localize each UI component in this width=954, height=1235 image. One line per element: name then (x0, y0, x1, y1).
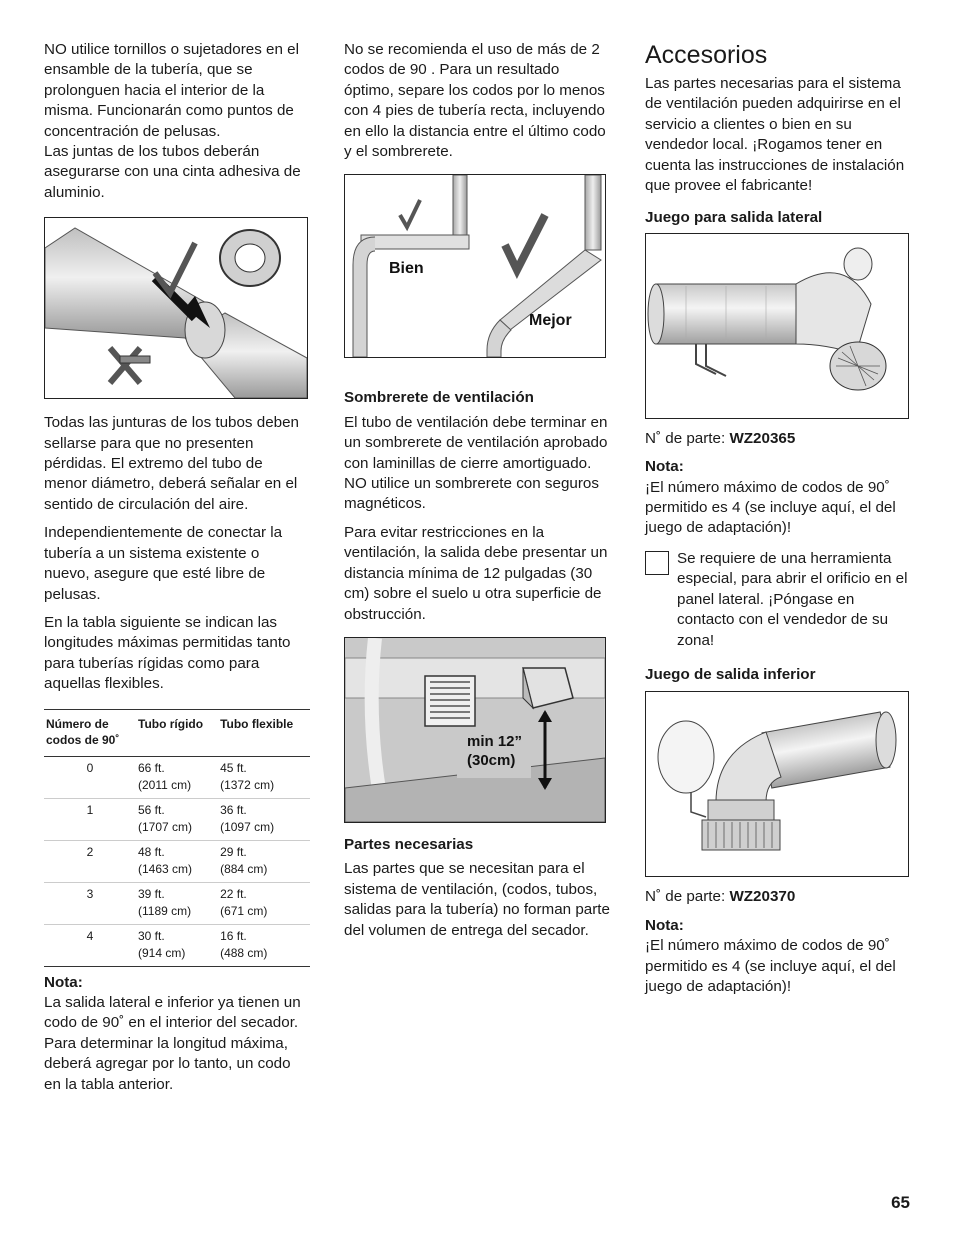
table-row (44, 756, 310, 798)
rigido-ft: 66 ft. (138, 760, 165, 775)
table-cell (44, 756, 136, 798)
table-cell (44, 840, 136, 882)
nota-label-lateral: Nota: (645, 458, 684, 476)
label-bien: Bien (389, 260, 424, 278)
table-cell (136, 798, 218, 840)
label-mejor: Mejor (529, 312, 572, 330)
inferior-kit-figure (645, 691, 909, 877)
flex-ft: 16 ft. (220, 928, 247, 943)
subhead-sombrerete: Sombrerete de ventilación (344, 389, 534, 407)
table-cell (218, 882, 310, 924)
nota-text-lateral: ¡El número máximo de codos de 90˚ permitido es 4 (se incluye aquí, el del juego de adaptación)! (645, 478, 896, 537)
table-row (44, 840, 310, 882)
part-number-inferior (645, 887, 915, 907)
elbow-comparison-figure (344, 174, 606, 358)
subhead-salida-inferior: Juego de salida inferior (645, 665, 816, 683)
table-header-flexible: Tubo flexible (218, 709, 310, 756)
column-right (645, 40, 915, 997)
paragraph-partes: Las partes que se necesitan para el sistema de ventilación, (codos, tubos, salidas para la tubería) no forman parte del volumen de entrega del secador. (344, 860, 610, 939)
table-row (44, 882, 310, 924)
table-cell (44, 924, 136, 966)
flex-ft: 36 ft. (220, 802, 247, 817)
page-number: 65 (891, 1193, 910, 1212)
table-cell (44, 798, 136, 840)
rigido-ft: 48 ft. (138, 844, 165, 859)
table-cell (136, 924, 218, 966)
part-label-lateral: N˚ de parte: (645, 429, 726, 447)
paragraph-elbows: No se recomienda el uso de más de 2 codos de 90 . Para un resultado óptimo, separe los codos por lo menos con 4 pies de tubería recta, incluyendo en ello la distancia entre el último codo y el sombrerete. (344, 41, 606, 161)
flex-ft: 22 ft. (220, 886, 247, 901)
table-cell (218, 924, 310, 966)
paragraph-table-intro: En la tabla siguiente se indican las longitudes máximas permitidas tanto para tuberías rígidas como para aquellas flexibles. (44, 613, 291, 693)
column-left (44, 40, 308, 1095)
rigido-ft: 39 ft. (138, 886, 165, 901)
flex-cm: (1372 cm) (220, 777, 275, 792)
lateral-kit-figure (645, 233, 909, 419)
paragraph-sombrerete: El tubo de ventilación debe terminar en un sombrerete de ventilación aprobado con laminillas de cierre amortiguado. NO utilice un sombrerete con seguros magnéticos. (344, 413, 608, 513)
table-cell (218, 798, 310, 840)
codos-cell: 4 (86, 928, 94, 943)
paragraph-accesorios: Las partes necesarias para el sistema de ventilación pueden adquirirse en el servicio a clientes o bien en su vendedor local. ¡Rogamos tener en cuenta las instrucciones de instalación que provee el fabricante! (645, 75, 905, 195)
table-header-rigido: Tubo rígido (136, 709, 218, 756)
rigido-cm: (2011 cm) (138, 777, 192, 792)
table-cell (136, 882, 218, 924)
paragraph-tape: Las juntas de los tubos deberán asegurarse con una cinta adhesiva de aluminio. (44, 143, 301, 201)
rigido-cm: (1707 cm) (138, 819, 193, 834)
paragraph-no-screws: NO utilice tornillos o sujetadores en el ensamble de la tubería, que se prolonguen hacia el interior de la misma. Funcionarán como puntos de concentración de pelusas. (44, 41, 299, 140)
tape-joint-figure (44, 217, 308, 399)
rigido-ft: 30 ft. (138, 928, 165, 943)
part-label-inferior: N˚ de parte: (645, 888, 726, 906)
flex-cm: (1097 cm) (220, 819, 275, 834)
column-middle (344, 40, 610, 941)
nota-text-inferior: ¡El número máximo de codos de 90˚ permitido es 4 (se incluye aquí, el del juego de adaptación)! (645, 937, 896, 995)
nota-label-inferior: Nota: (645, 916, 684, 934)
nota-text: La salida lateral e inferior ya tienen un codo de 90˚ en el interior del secador. Para determinar la longitud máxima, deberá agregar por lo tanto, un codo en la tabla anterior. (44, 993, 301, 1093)
vent-length-table (44, 709, 310, 967)
flex-ft: 29 ft. (220, 844, 247, 859)
table-cell (218, 756, 310, 798)
subhead-salida-lateral: Juego para salida lateral (645, 209, 823, 227)
part-code-lateral: WZ20365 (729, 429, 796, 447)
paragraph-min-distance: Para evitar restricciones en la ventilación, la salida debe presentar un distancia mínima de 12 pulgadas (30 cm) sobre el suelo u otra superficie de obstrucción. (344, 523, 608, 623)
wall-vent-figure (344, 637, 606, 823)
flex-cm: (884 cm) (220, 861, 268, 876)
codos-cell: 2 (86, 844, 94, 859)
section-title-accesorios: Accesorios (645, 41, 768, 69)
rigido-cm: (914 cm) (138, 945, 186, 960)
paragraph-lint-free: Independientemente de conectar la tubería a un sistema existente o nuevo, asegure que esté libre de pelusas. (44, 524, 283, 603)
flex-cm: (488 cm) (220, 945, 268, 960)
codos-cell: 0 (86, 760, 94, 775)
note-box-icon (645, 551, 669, 575)
table-row (44, 798, 310, 840)
rigido-cm: (1463 cm) (138, 861, 193, 876)
tool-note-text: Se requiere de una herramienta especial, para abrir el orificio en el panel lateral. ¡Póngase en contacto con el vendedor de su zona! (677, 549, 908, 649)
table-cell (136, 840, 218, 882)
flex-ft: 45 ft. (220, 760, 247, 775)
table-cell (218, 840, 310, 882)
table-row (44, 924, 310, 966)
table-cell (44, 882, 136, 924)
table-header-codos: Número de codos de 90˚ (44, 709, 136, 756)
label-min-12: min 12” (467, 732, 523, 750)
paragraph-seal-joints: Todas las junturas de los tubos deben sellarse para que no presenten pérdidas. El extremo del tubo de menor diámetro, deberá señalar en el sentido de circulación del aire. (44, 414, 299, 513)
table-cell (136, 756, 218, 798)
part-code-inferior: WZ20370 (729, 888, 796, 906)
tool-note (645, 549, 915, 651)
label-30cm: (30cm) (467, 751, 516, 769)
subhead-partes: Partes necesarias (344, 835, 474, 853)
part-number-lateral (645, 429, 915, 449)
nota-label: Nota: (44, 973, 83, 991)
flex-cm: (671 cm) (220, 903, 268, 918)
codos-cell: 1 (86, 802, 94, 817)
rigido-ft: 56 ft. (138, 802, 165, 817)
codos-cell: 3 (86, 886, 94, 901)
rigido-cm: (1189 cm) (138, 903, 192, 918)
